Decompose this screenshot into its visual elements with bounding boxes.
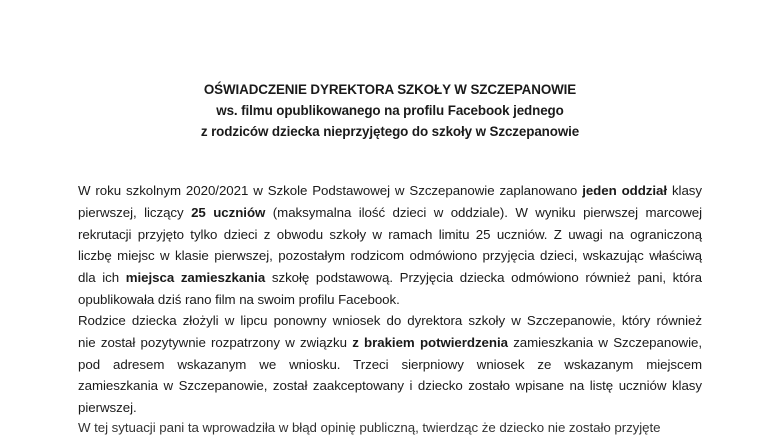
- text-run: zamieszkania w Szczepanowie,: [507, 334, 702, 350]
- bold-text: jeden oddział: [582, 183, 668, 198]
- bold-text: 25 uczniów: [191, 204, 266, 220]
- text-run: nie został pozytywnie rozpatrzony w związku: [78, 334, 353, 350]
- title-line-1: OŚWIADCZENIE DYREKTORA SZKOŁY W SZCZEPANOWIE: [203, 82, 577, 97]
- paragraph-1: [78, 180, 702, 311]
- paragraph-2-line-1: Rodzice dziecka złożyli w lipcu ponowny wniosek do dyrektora szkoły w Szczepanowie, który również: [78, 313, 702, 328]
- paragraph-1-line-1: [78, 180, 702, 202]
- title-line-2: ws. filmu opublikowanego na profilu Facebook jednego: [216, 103, 564, 118]
- paragraph-1-line-4: liczbę miejsc w klasie pierwszej, pozostałym rodzicom odmówiono przyjęcia dzieci, wskazując właściwą: [78, 248, 702, 264]
- bold-text: z brakiem potwierdzenia: [352, 334, 508, 350]
- text-run: pierwszej, liczący: [78, 204, 192, 220]
- paragraph-2-line-5: pierwszej.: [78, 400, 137, 416]
- paragraph-1-line-2: [78, 202, 702, 224]
- paragraph-3-partial-line: W tej sytuacji pani ta wprowadziła w błąd opinię publiczną, twierdząc że dziecko nie zostało przyjęte: [78, 420, 661, 435]
- text-run: W roku szkolnym 2020/2021 w Szkole Podstawowej w Szczepanowie zaplanowano: [78, 183, 583, 198]
- bold-text: miejsca zamieszkania: [125, 270, 266, 286]
- text-run: dla ich: [78, 270, 126, 286]
- text-run: klasy: [667, 183, 702, 198]
- paragraph-2-line-2: [78, 332, 702, 354]
- paragraph-2-line-4: zamieszkania w Szczepanowie, został zaakceptowany i dziecko zostało wpisane na listę uczniów klasy: [78, 378, 702, 394]
- title-line-3: z rodziców dziecka nieprzyjętego do szkoły w Szczepanowie: [200, 124, 580, 139]
- paragraph-1-line-5: [78, 267, 702, 289]
- document-title: [0, 79, 780, 142]
- paragraph-1-line-6: opublikowała dziś rano film na swoim profilu Facebook.: [78, 291, 400, 307]
- text-run: szkołę podstawową. Przyjęcia dziecka odmówiono również pani, która: [265, 270, 702, 286]
- paragraph-2-line-3: pod adresem wskazanym we wniosku. Trzeci sierpniowy wniosek ze wskazanym miejscem: [78, 356, 702, 372]
- paragraph-2: [78, 310, 702, 419]
- text-run: (maksymalna ilość dzieci w oddziale). W wyniku pierwszej marcowej: [265, 204, 703, 220]
- paragraph-1-line-3: rekrutacji przyjęto tylko dzieci z obwodu szkoły w ramach limitu 25 uczniów. Z uwagi na ograniczoną: [78, 226, 702, 242]
- paragraph-3-cutoff: [78, 417, 702, 435]
